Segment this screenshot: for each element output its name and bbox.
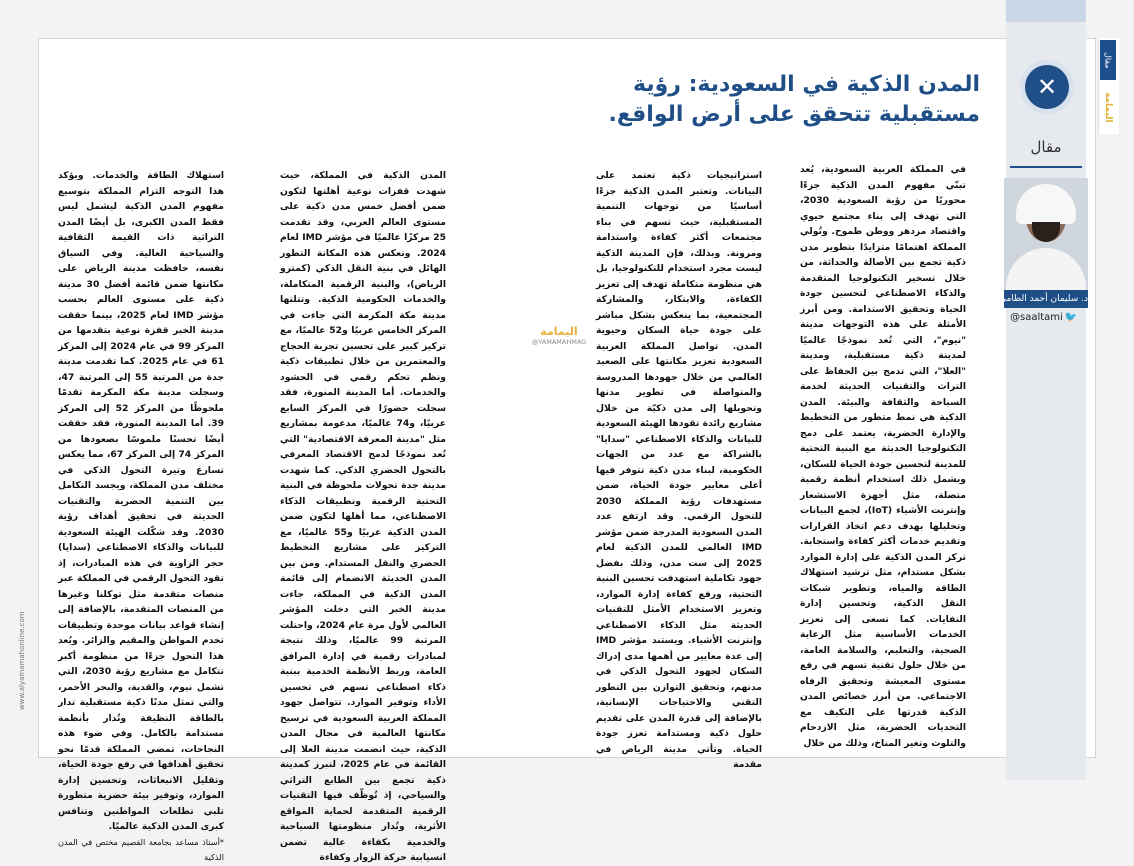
author-twitter[interactable] [1010, 312, 1084, 323]
author-footnote: *أستاذ مساعد بجامعة القصيم مختص في المدن الذكية [58, 836, 224, 862]
author-name: د. سليمان أحمد الطامي* [1004, 290, 1088, 308]
twitter-bird-icon: 🐦 [1064, 312, 1078, 323]
article-column-1 [800, 162, 966, 749]
section-divider [1010, 166, 1082, 168]
article-column-4 [58, 168, 224, 862]
article-title: المدن الذكية في السعودية: رؤية مستقبلية تتحقق على أرض الواقع. [608, 72, 980, 127]
twitter-handle[interactable]: @saaltami [1010, 312, 1063, 323]
column-text: المدن الذكية في المملكة، حيث شهدت قفزات نوعية أهلتها لتكون ضمن أفضل خمس مدن ذكية على مستوى العالم العربي، وقد تقدمت 25 مركزًا عالميًا في مؤشر IMD لعام 2024. وتعكس هذه المكانة التطور الهائل في بنية النقل الذكي (كمترو الرياض)، والبنية الرقمية المتكاملة، والخدمات الحكومية الذكية. وتتلتها مدينة مكة المكرمة التي جاءت في المركز الخامس عربيًا و52 عالميًا، مع تركيز كبير على تحسين تجربة الحجاج والمعتمرين من خلال تطبيقات ذكية ونظم تحكم رقمي في الحشود والخدمات. أما المدينة المنورة، فقد سجلت حضورًا في المركز السابع عربيًا، و74 عالميًا، مدعومة بمشاريع مثل "مدينة المعرفة الاقتصادية" التي تُعد نموذجًا لدمج الاقتصاد المعرفي بالتحول الحضري الذكي. كما شهدت مدينة جدة تحولات ملحوظة في البنية التحتية الرقمية وتطبيقات الذكاء الاصطناعي، مما أهلها لتكون ضمن المدن الذكية عربيًا و55 عالميًا، مع التركيز على مشاريع التخطيط الحضري والنقل المستدام. ومن بين المدن الحديثة الانضمام إلى قائمة المدن الذكية في المملكة، جاءت مدينة الخبر التي دخلت المؤشر العالمي لأول مرة عام 2024، واحتلت المرتبة 99 عالميًا، وذلك نتيجة لمبادرات رقمية في إدارة المرافق العامة، وربط الأنظمة الخدمية ببنية ذكاء اصطناعي تسهم في تحسين الأداء وتوفير الموارد. تتواصل جهود المملكة العربية السعودية في ترسيخ مكانتها العالمية في مجال المدن الذكية، حيث انضمت مدينة العلا إلى القائمة في عام 2025، لتبرز كمدينة ذكية تجمع بين الطابع التراثي والسياحي، إذ تُوظّف فيها التقنيات الرقمية المتقدمة لحماية المواقع الأثرية، وتُدار منظومتها السياحية والخدمية بكفاءة عالية تضمن انسيابية حركة الزوار وكفاءة [280, 170, 447, 863]
column-text: في المملكة العربية السعودية، يُعد تبنّي مفهوم المدن الذكية جزءًا محوريًا من رؤية السعودية 2030، التي تهدف إلى بناء مجتمع حيوي واقتصاد مزدهر ووطن طموح. وتُولي المملكة اهتمامًا متزايدًا بتطوير مدن ذكية تجمع بين الأصالة والحداثة، من خلال تسخير التكنولوجيا المتقدمة والذكاء الاصطناعي لتحسين جودة الحياة وتحقيق الاستدامة. ومن أبرز الأمثلة على هذه التوجهات مدينة "نيوم"، التي تُعد نموذجًا عالميًا لمدينة ذكية مستقبلية، ومدينة "العلا"، التي تدمج بين الحفاظ على التراث والتقنيات الحديثة لخدمة السياحة والثقافة والبيئة. المدن الذكية هي نمط متطور من التخطيط والإدارة الحضرية، يعتمد على دمج التكنولوجيا الحديثة مع البنية التحتية للمدينة لتحسين جودة الحياة للسكان، ويشمل ذلك استخدام أنظمة رقمية متصلة، مثل أجهزة الاستشعار وإنترنت الأشياء (IoT)، لجمع البيانات وتحليلها بهدف دعم اتخاذ القرارات وتقديم خدمات أكثر كفاءة واستجابة. تركز المدن الذكية على إدارة الموارد بشكل مستدام، مثل ترشيد استهلاك الطاقة والمياه، وتطوير شبكات النقل الذكية، وتحسين إدارة النفايات. كما تسعى إلى تعزيز الخدمات الأساسية مثل الرعاية الصحية، والتعليم، والسلامة العامة، من خلال حلول تقنية تسهم في رفع مستوى المعيشة وتحقيق الرفاه الاجتماعي. من أبرز خصائص المدن الذكية قدرتها على التكيف مع التحديات الحضرية، مثل الازدحام والتلوث وتغير المناخ، وذلك من خلال [800, 164, 966, 749]
magazine-brand-bar [1098, 38, 1119, 134]
watermark-logo: اليمامة [540, 325, 578, 338]
magazine-logo: اليمامة [1103, 91, 1113, 123]
author-photo [1004, 178, 1088, 290]
column-text: استراتيجيات ذكية تعتمد على البيانات. وتعتبر المدن الذكية جزءًا أساسيًا من توجهات التنمية المستقبلية، حيث تسهم في بناء مجتمعات أكثر كفاءة واستدامة ومرونة. وبذلك، فإن المدينة الذكية ليست مجرد استخدام للتكنولوجيا، بل هي منظومة متكاملة تهدف إلى تعزيز الكفاءة، والابتكار، والمشاركة المجتمعية، بما ينعكس بشكل مباشر على جودة حياة السكان وحيوية المدن. تواصل المملكة العربية السعودية تعزيز مكانتها على الصعيد العالمي من خلال جهودها المدروسة والمتواصلة في تطوير مدنها وتحويلها إلى مدن ذكيّة من خلال مشاريع رائدة تقودها الهيئة السعودية للبيانات والذكاء الاصطناعي "سدايا" بالشراكة مع عدد من الجهات الحكومية، لبناء مدن ذكية تتوفر فيها أعلى معايير جودة الحياة، ضمن مستهدفات رؤية المملكة 2030 للتحول الرقمي. وقد ارتفع عدد المدن السعودية المدرجة ضمن مؤشر IMD العالمي للمدن الذكية لعام 2025 إلى ست مدن، وذلك بفضل جهود تكاملية استهدفت تحسين البنية التحتية، ورفع كفاءة إدارة الموارد، وتعزيز الاستخدام الأمثل للتقنيات الحديثة مثل الذكاء الاصطناعي وإنترنت الأشياء. ويستند مؤشر IMD إلى عدة معايير من أهمها مدى إدراك السكان لجهود التحول الذكي في مدنهم، وتحقيق التوازن بين التطور التقني والاحتياجات الإنسانية، بالإضافة إلى قدرة المدن على تقديم حلول ذكية ومستدامة تعزز جودة الحياة. وتأتي مدينة الرياض في مقدمة [596, 170, 762, 770]
section-tab[interactable]: مقال [1100, 40, 1116, 80]
watermark-handle: @YAMAMAHMAG [531, 338, 587, 346]
article-emblem [1020, 60, 1074, 114]
article-column-2 [596, 168, 762, 770]
emblem-icon: ✕ [1025, 65, 1069, 109]
photo-headdress [1016, 184, 1076, 224]
website-url: www.alyamamahonline.com [18, 611, 26, 710]
article-column-3 [280, 168, 447, 863]
section-label: مقال [1030, 138, 1062, 156]
sidebar-top-band [1006, 0, 1086, 22]
author-sidebar [1006, 0, 1086, 780]
watermark [524, 325, 594, 346]
column-text: استهلاك الطاقة والخدمات. ويؤكد هذا التوجه التزام المملكة بتوسيع مفهوم المدن الذكية ليشمل ليس فقط المدن الكبرى، بل أيضًا المدن التراثية ذات القيمة الثقافية والسياحية العالية. وفي السياق نفسه، حافظت مدينة الرياض على مكانتها ضمن قائمة أفضل 30 مدينة ذكية على مستوى العالم بحسب مؤشر IMD لعام 2025، بينما حققت مدينة الخبر قفزة نوعية بتقدمها من المركز 99 في عام 2024 إلى المركز 61 في عام 2025. كما تقدمت مدينة جدة من المرتبة 55 إلى المرتبة 47، وسجلت مدينة مكة المكرمة تقدمًا ملحوظًا من المركز 52 إلى المركز 39. أما المدينة المنورة، فقد حققت أيضًا تحسنًا ملموسًا بصعودها من المركز 74 إلى المركز 67، مما يعكس تسارع وتيرة التحول الذكي في مختلف مدن المملكة، ويجسد التكامل بين التنمية الحضرية والتقنيات الحديثة في تحقيق أهداف رؤية 2030. وقد شكّلت الهيئة السعودية للبيانات والذكاء الاصطناعي (سدايا) حجر الزاوية في هذه المبادرات، إذ تقود التحول الرقمي في المملكة عبر منصات متقدمة مثل توكلنا وغيرها من المنصات المتقدمة، بالإضافة إلى إنشاء قواعد بيانات موحدة وتطبيقات تخدم المواطن والمقيم والزائر. ويُعد هذا التحول جزءًا من منظومة أكبر تتكامل مع مشاريع رؤية 2030، التي تشمل نيوم، والقدية، والبحر الأحمر، والتي تمثل مدنًا ذكية مستقبلية تدار بالطاقة النظيفة وتُدار بأنظمة مستدامة بالكامل. وفي ضوء هذه النجاحات، تمضي المملكة قدمًا نحو تحقيق أهدافها في رفع جودة الحياة، وتقليل الانبعاثات، وتحسين إدارة الموارد، وتوفير بيئة حضرية متطورة تلبي تطلعات المواطنين وتنافس كبرى المدن الذكية عالميًا. [58, 170, 224, 832]
